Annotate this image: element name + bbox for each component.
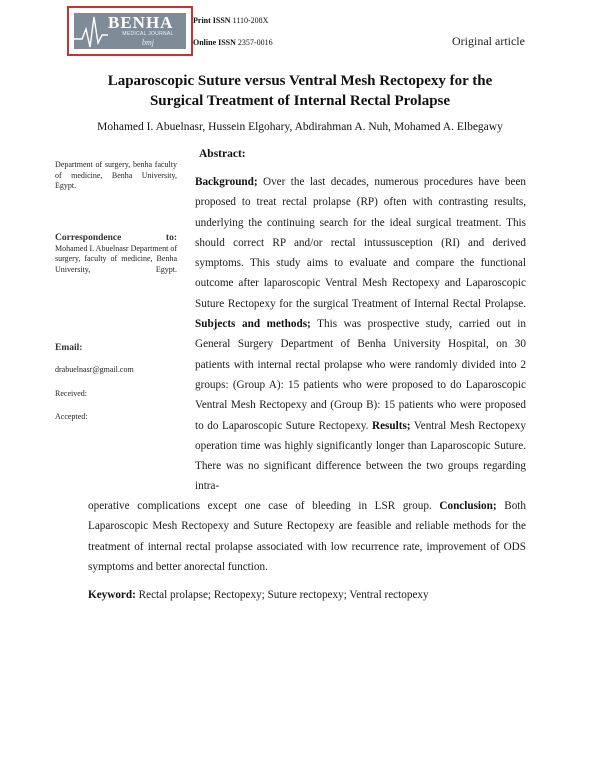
logo-title: BENHA (108, 13, 174, 32)
email-block (55, 343, 177, 354)
logo-subtitle: MEDICAL JOURNAL (122, 31, 174, 37)
results-label: Results; (372, 419, 411, 432)
journal-logo (67, 6, 193, 56)
keywords (88, 589, 429, 601)
affiliation (55, 160, 177, 192)
background-text: Over the last decades, numerous procedures have been proposed to treat rectal prolapse (RP) often with contrasting results, underlying the continuing search for the ideal surgical treatment. This should correct RP and/or rectal intussusception (RI) and derived symptoms. This study aims to evaluate and compare the functional outcome after laparoscopic Ventral Mesh Rectopexy and Laparoscopic Suture Rectopexy for the surgical Treatment of Internal Rectal Prolapse. (195, 176, 526, 310)
paper-title-line-1: Laparoscopic Suture versus Ventral Mesh Rectopexy for the (107, 73, 493, 89)
print-issn-value: 1110-208X (232, 16, 269, 25)
logo-banner (74, 13, 186, 49)
keywords-text: Rectal prolapse; Rectopexy; Suture rectopexy; Ventral rectopexy (135, 589, 429, 601)
keywords-label: Keyword: (88, 589, 136, 601)
article-type: Original article (452, 34, 525, 48)
logo-abbreviation: bmj (142, 38, 154, 47)
paper-title (60, 71, 540, 111)
results-text-continued: operative complications except one case of bleeding in LSR group. (88, 500, 440, 512)
print-issn-label: Print ISSN (193, 16, 231, 25)
correspondence (55, 233, 177, 275)
online-issn-value: 2357-0016 (237, 38, 273, 47)
abstract-heading: Abstract: (199, 148, 246, 160)
online-issn-label: Online ISSN (193, 38, 236, 47)
online-issn (193, 38, 273, 47)
print-issn (193, 16, 268, 25)
correspondence-text: Mohamed I. Abuelnasr Department of surgery, faculty of medicine, Benha University, Egypt. (55, 243, 177, 274)
affiliation-text: Department of surgery, benha faculty of medicine, Benha University, Egypt. (55, 160, 177, 190)
email-label: Email: (55, 343, 83, 353)
abstract-body-continued (88, 496, 526, 577)
authors: Mohamed I. Abuelnasr, Hussein Elgohary, Abdirahman A. Nuh, Mohamed A. Elbegawy (97, 121, 503, 133)
accepted-label: Accepted: (55, 412, 88, 421)
background-label: Background; (195, 176, 258, 188)
email-value: drabuelnasr@gmail.com (55, 365, 134, 374)
abstract-body (195, 172, 526, 497)
methods-label: Subjects and methods; (195, 318, 311, 331)
results-text: Ventral Mesh Rectopexy operation time was highly significantly longer than Laparoscopic Suture. There was no significant difference between the two groups regarding intra- (195, 419, 526, 493)
correspondence-label: Correspondence to: (55, 233, 177, 243)
paper-title-line-2: Surgical Treatment of Internal Rectal Prolapse (149, 93, 451, 109)
conclusion-text: Both Laparoscopic Mesh Rectopexy and Suture Rectopexy are feasible and reliable methods for the treatment of internal rectal prolapse associated with low recurrence rate, improvement of ODS symptoms and better anorectal function. (88, 500, 526, 573)
methods-text: This was prospective study, carried out in General Surgery Department of Benha University Hospital, on 30 patients with internal rectal prolapse who were randomly divided into 2 groups: (Group A): 15 patients who were proposed to do Laparoscopic Ventral Mesh Rectopexy and (Group B): 15 patients who were proposed to do Laparoscopic Suture Rectopexy. (195, 318, 526, 432)
received-label: Received: (55, 389, 87, 398)
conclusion-label: Conclusion; (439, 500, 497, 512)
